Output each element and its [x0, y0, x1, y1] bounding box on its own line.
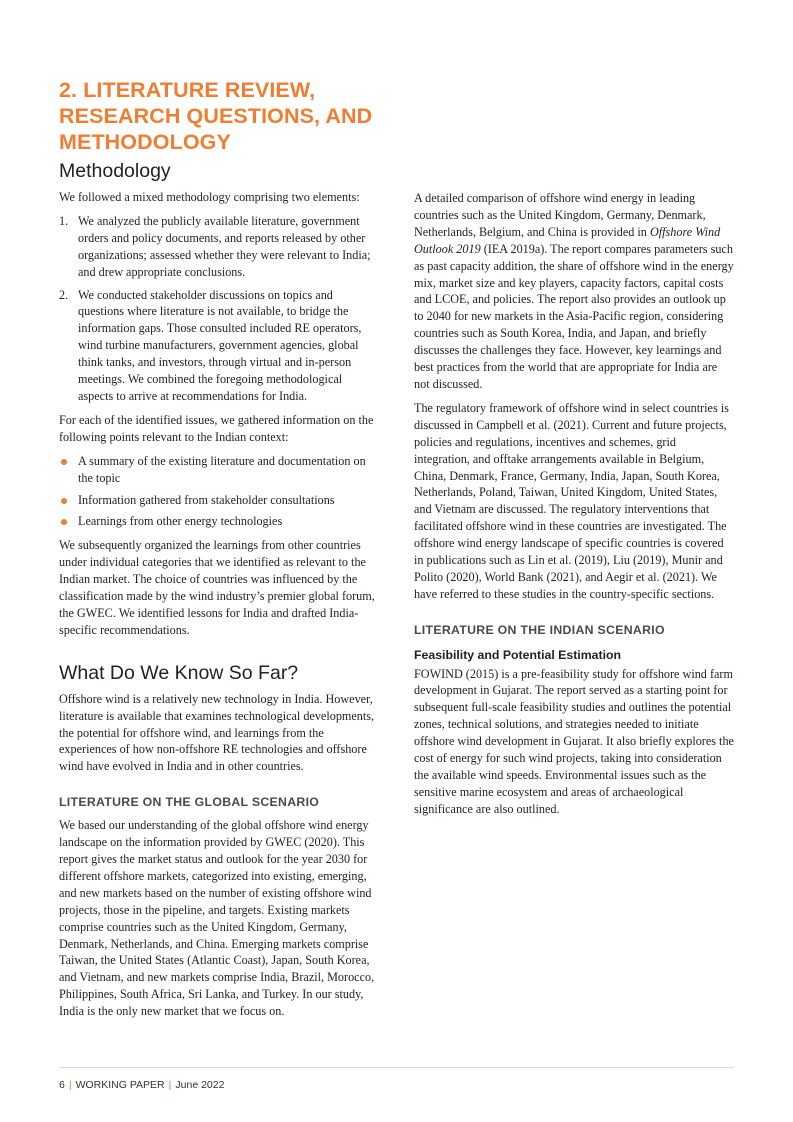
report-title: Offshore Wind Outlook 2019: [414, 224, 721, 256]
methodology-intro: We followed a mixed methodology comprising two elements:: [59, 190, 360, 204]
methodology-para-3: We subsequently organized the learnings from other countries under individual categories that we identified as relevant to the Indian market. The choice of countries was influenced by the classification made by the wind industry’s premier global forum, the GWEC. We identified lessons for India and drafted India-specific recommendations.: [59, 538, 375, 637]
bullet-icon: [61, 519, 67, 525]
right-column: [414, 190, 734, 825]
bullet-text: Learnings from other energy technologies: [78, 514, 283, 529]
methodology-heading: Methodology: [59, 160, 171, 182]
global-para-2-start: A detailed comparison of offshore wind energy in leading countries such as the United Kingdom, Germany, Denmark, Netherlands, Belgium, and China is provided in: [414, 191, 706, 239]
footer-separator: |: [68, 1079, 72, 1091]
global-para-2: [414, 190, 734, 393]
list-text: We analyzed the publicly available literature, government orders and policy documents, and reports released by other organizations; assessed whether they were relevant to India; and drew appropriate conclusions.: [78, 213, 371, 279]
footer-label: WORKING PAPER: [75, 1079, 165, 1091]
methodology-list-item: [59, 213, 377, 281]
footer-divider: [59, 1067, 734, 1068]
bullet-icon: [61, 498, 67, 504]
page-footer: [59, 1079, 224, 1091]
footer-separator: |: [168, 1079, 172, 1091]
list-number: 2.: [59, 287, 69, 302]
page-heading: 2. LITERATURE REVIEW, RESEARCH QUESTIONS, AND METHODOLOGY: [59, 78, 373, 154]
feasibility-heading: Feasibility and Potential Estimation: [414, 647, 622, 662]
left-column: [59, 159, 377, 1027]
list-number: 1.: [59, 213, 69, 228]
bullet-item: [59, 492, 377, 509]
bullet-text: Information gathered from stakeholder consultations: [78, 492, 335, 507]
list-text: We conducted stakeholder discussions on topics and questions where literature is not available, to bridge the information gaps. Those consulted included RE operators, wind turbine manufacturers, government agencies, global think tanks, and investors, through virtual and in-person meetings. We combined the foregoing methodological aspects to arrive at recommendations for India.: [78, 287, 362, 403]
global-para-3: The regulatory framework of offshore wind in select countries is discussed in Campbell et al. (2021). Current and future projects, policies and regulations, incentives and schemes, grid integration, and offtake arrangements available in Belgium, China, Denmark, France, Germany, India, Japan, South Korea, Netherlands, Poland, Taiwan, United Kingdom, United States, and Vietnam are discussed. The regulatory interventions that facilitated offshore wind in these countries are investigated. The offshore wind energy landscape of specific countries is covered in publications such as Lin et al. (2019), Liu (2019), Munir and Polito (2020), World Bank (2021), and Aegir et al. (2021). We have referred to these studies in the country-specific sections.: [414, 400, 729, 601]
bullet-icon: [61, 459, 67, 465]
footer-date: June 2022: [175, 1079, 225, 1091]
points-list: [59, 453, 377, 531]
global-scenario-heading: LITERATURE ON THE GLOBAL SCENARIO: [59, 795, 320, 810]
methodology-list: [59, 213, 377, 405]
indian-para: FOWIND (2015) is a pre-feasibility study for offshore wind farm development in Gujarat. The report served as a starting point for subsequent full-scale feasibility studies and outlines the potential zones, technical solutions, and strategies needed to initiate offshore wind development in Gujarat. It also briefly explores the cost of energy for such wind projects, taking into consideration the available wind speeds. Environmental issues such as the sensitive marine ecosystem and areas of archaeological significance are also outlined.: [414, 666, 734, 816]
know-heading: What Do We Know So Far?: [59, 661, 299, 684]
indian-scenario-heading: LITERATURE ON THE INDIAN SCENARIO: [414, 622, 665, 637]
global-para-1: We based our understanding of the global offshore wind energy landscape on the information provided by GWEC (2020). This report gives the market status and outlook for the year 2030 for different offshore markets, categorized into existing, emerging, and new markets based on the number of existing offshore wind projects, those in the pipeline, and targets. Existing markets comprise countries such as the United Kingdom, Germany, Denmark, Netherlands, and China. Emerging markets comprise Taiwan, the United States (Atlantic Coast), Japan, South Korea, and Vietnam, and new markets comprise India, Brazil, Morocco, Philippines, South Africa, Sri Lanka, and Turkey. In our study, India is the only new market that we focus on.: [59, 818, 375, 1019]
global-para-2-end: (IEA 2019a). The report compares parameters such as past capacity addition, the share of offshore wind in the energy mix, market size and key players, capacity factors, capital costs and LCOE, and policies. The report also provides an outlook up to 2040 for new markets in the Asia-Pacific region, considering countries such as South Korea, India, and Japan, and briefly discusses the challenges they face. However, key learnings and best practices from the world that are appropriate for India are not discussed.: [414, 241, 734, 391]
bullet-text: A summary of the existing literature and documentation on the topic: [78, 453, 366, 485]
know-para: Offshore wind is a relatively new technology in India. However, literature is available that examines technological developments, the potential for offshore wind, and learnings from the experiences of how non-offshore RE technologies and offshore wind have evolved in India and in other countries.: [59, 691, 375, 774]
bullet-item: [59, 453, 377, 487]
bullet-item: [59, 513, 377, 530]
methodology-list-item: [59, 287, 377, 405]
page-number: 6: [59, 1079, 65, 1091]
methodology-para-2: For each of the identified issues, we gathered information on the following points relevant to the Indian context:: [59, 412, 374, 444]
